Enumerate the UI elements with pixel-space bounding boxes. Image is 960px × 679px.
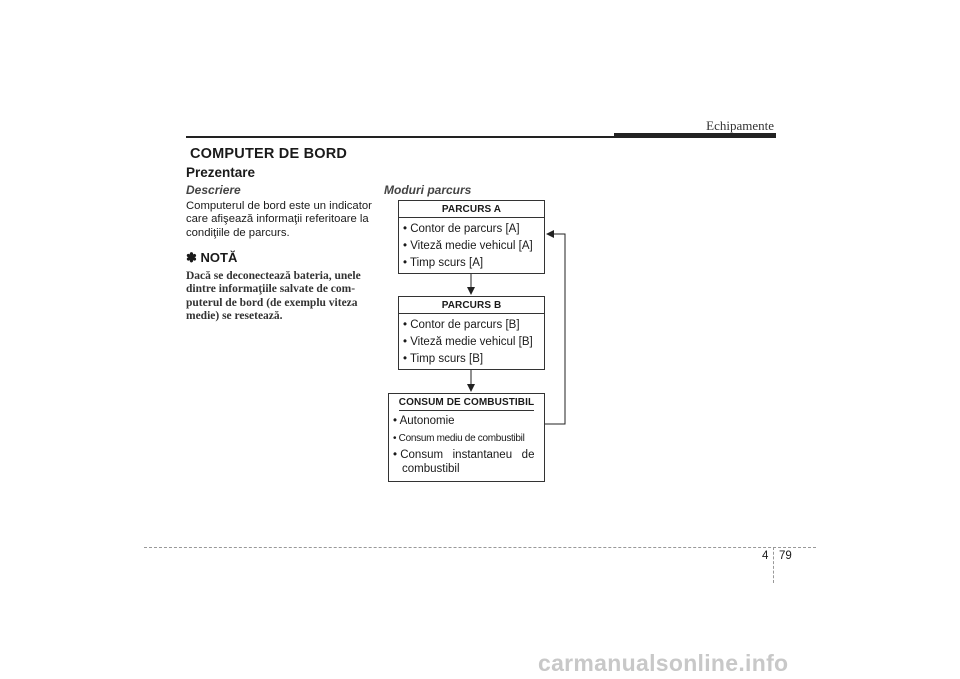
description-line: Computerul de bord este un indicator [186,200,372,212]
trip-a-item: • Timp scurs [A] [403,257,484,269]
trip-b-item: • Timp scurs [B] [403,353,484,365]
description-line: care afişează informaţii referitoare la [186,213,369,226]
description-heading: Descriere [186,183,241,197]
note-line: puterul de bord (de exemplu viteza [186,296,358,309]
trip-a-title: PARCURS A [441,204,502,215]
footer-rule [144,547,816,548]
trip-b-item: • Contor de parcurs [B] [403,319,520,331]
page-title: COMPUTER DE BORD [190,146,348,162]
note-heading: ✽ NOTĂ [186,250,238,265]
fuel-item-continuation: combustibil [402,463,460,475]
trip-b-title: PARCURS B [441,300,502,311]
trip-a-item: • Viteză medie vehicul [A] [403,240,533,252]
watermark: carmanualsonline.info [538,650,789,676]
note-line: medie) se resetează. [186,309,283,322]
fuel-item: • Consum mediu de combustibil [393,433,525,444]
fuel-item: • Consum instantaneu de [393,449,535,461]
chapter-number: 4 [762,550,769,562]
description-line: condiţiile de parcurs. [186,226,290,239]
section-label: Echipamente [706,118,774,133]
footer-divider [773,547,774,583]
fuel-consumption-title: CONSUM DE COMBUSTIBIL [398,397,535,408]
note-line: Dacă se deconectează bateria, unele [186,270,361,282]
note-line: dintre informaţiile salvate de com- [186,283,356,296]
modes-heading: Moduri parcurs [384,183,472,197]
fuel-item: • Autonomie [393,415,455,427]
trip-b-item: • Viteză medie vehicul [B] [403,336,533,348]
trip-a-item: • Contor de parcurs [A] [403,223,520,235]
arrow-fuel-to-a [545,234,565,424]
page-number: 79 [779,550,792,562]
subtitle: Prezentare [186,165,256,180]
